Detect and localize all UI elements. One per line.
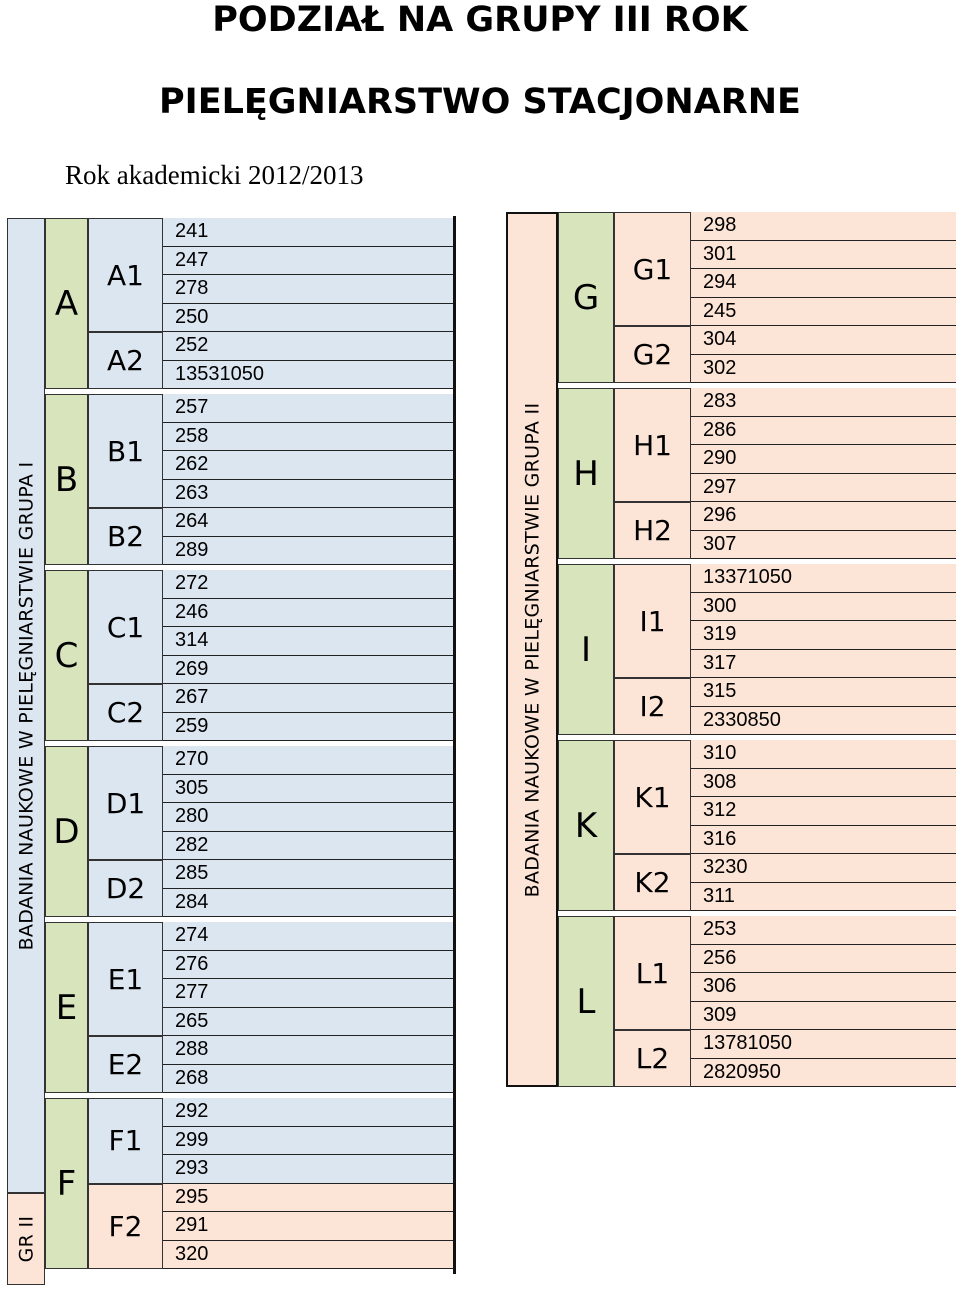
subgroup-label: C1	[88, 570, 163, 684]
value-cell: 314	[163, 627, 455, 656]
value-cell: 317	[691, 650, 956, 679]
value-cell: 282	[163, 832, 455, 861]
value-cell: 258	[163, 423, 455, 452]
value-cell: 267	[163, 684, 455, 713]
left-table-border	[453, 216, 456, 1274]
value-cell: 304	[691, 326, 956, 355]
group-letter: H	[558, 388, 614, 559]
value-cell: 241	[163, 218, 455, 247]
value-cell: 286	[691, 417, 956, 446]
value-cell: 256	[691, 945, 956, 974]
value-cell: 316	[691, 826, 956, 855]
value-cell: 284	[163, 889, 455, 918]
page-subtitle: PIELĘGNIARSTWO STACJONARNE	[159, 82, 801, 122]
right-banner	[506, 212, 558, 1087]
group-letter: B	[45, 394, 88, 565]
page-title: PODZIAŁ NA GRUPY III ROK	[212, 0, 748, 40]
value-cell: 299	[163, 1127, 455, 1156]
subgroup-label: K2	[614, 854, 691, 911]
academic-year: Rok akademicki 2012/2013	[65, 160, 364, 190]
value-cell: 297	[691, 474, 956, 503]
value-cell: 276	[163, 951, 455, 980]
value-cell: 290	[691, 445, 956, 474]
value-cell: 296	[691, 502, 956, 531]
subgroup-label: H1	[614, 388, 691, 502]
left-banner-text: BADANIA NAUKOWE W PIELĘGNIARSTWIE GRUPA I	[15, 461, 37, 950]
value-cell: 2820950	[691, 1059, 956, 1088]
subgroup-label: I2	[614, 678, 691, 735]
value-cell: 2330850	[691, 707, 956, 736]
value-cell: 269	[163, 656, 455, 685]
left-banner-group2	[7, 1193, 45, 1285]
subgroup-label: A2	[88, 332, 163, 389]
group-letter: F	[45, 1098, 88, 1269]
value-cell: 289	[163, 537, 455, 566]
group-letter: D	[45, 746, 88, 917]
subgroup-label: G1	[614, 212, 691, 326]
value-cell: 13531050	[163, 361, 455, 390]
subgroup-label: L2	[614, 1030, 691, 1087]
value-cell: 319	[691, 621, 956, 650]
value-cell: 307	[691, 531, 956, 560]
value-cell: 246	[163, 599, 455, 628]
value-cell: 264	[163, 508, 455, 537]
subgroup-label: D1	[88, 746, 163, 860]
value-cell: 309	[691, 1002, 956, 1031]
value-cell: 301	[691, 241, 956, 270]
value-cell: 305	[163, 775, 455, 804]
value-cell: 280	[163, 803, 455, 832]
value-cell: 13371050	[691, 564, 956, 593]
value-cell: 257	[163, 394, 455, 423]
value-cell: 291	[163, 1212, 455, 1241]
value-cell: 13781050	[691, 1030, 956, 1059]
subgroup-label: K1	[614, 740, 691, 854]
value-cell: 277	[163, 979, 455, 1008]
subgroup-label: C2	[88, 684, 163, 741]
value-cell: 306	[691, 973, 956, 1002]
value-cell: 263	[163, 480, 455, 509]
subgroup-label: A1	[88, 218, 163, 332]
value-cell: 3230	[691, 854, 956, 883]
value-cell: 253	[691, 916, 956, 945]
value-cell: 293	[163, 1155, 455, 1184]
value-cell: 310	[691, 740, 956, 769]
value-cell: 265	[163, 1008, 455, 1037]
value-cell: 247	[163, 247, 455, 276]
group-letter: E	[45, 922, 88, 1093]
group-letter: K	[558, 740, 614, 911]
value-cell: 262	[163, 451, 455, 480]
value-cell: 285	[163, 860, 455, 889]
subgroup-label: G2	[614, 326, 691, 383]
subgroup-label: B1	[88, 394, 163, 508]
value-cell: 315	[691, 678, 956, 707]
value-cell: 311	[691, 883, 956, 912]
subgroup-label: B2	[88, 508, 163, 565]
group-letter: A	[45, 218, 88, 389]
value-cell: 283	[691, 388, 956, 417]
right-banner-text: BADANIA NAUKOWE W PIELĘGNIARSTWIE GRUPA II	[521, 402, 543, 897]
value-cell: 252	[163, 332, 455, 361]
value-cell: 300	[691, 593, 956, 622]
subgroup-label: E1	[88, 922, 163, 1036]
subgroup-label: I1	[614, 564, 691, 678]
value-cell: 245	[691, 298, 956, 327]
value-cell: 298	[691, 212, 956, 241]
subgroup-label: D2	[88, 860, 163, 917]
value-cell: 308	[691, 769, 956, 798]
value-cell: 292	[163, 1098, 455, 1127]
value-cell: 320	[163, 1241, 455, 1270]
value-cell: 278	[163, 275, 455, 304]
value-cell: 302	[691, 355, 956, 384]
subgroup-label: L1	[614, 916, 691, 1030]
group-letter: I	[558, 564, 614, 735]
group-letter: L	[558, 916, 614, 1087]
left-banner2-text: GR II	[15, 1215, 38, 1263]
left-banner-group1	[7, 218, 45, 1193]
value-cell: 312	[691, 797, 956, 826]
group-letter: G	[558, 212, 614, 383]
subgroup-label: F1	[88, 1098, 163, 1184]
value-cell: 270	[163, 746, 455, 775]
value-cell: 288	[163, 1036, 455, 1065]
subgroup-label: E2	[88, 1036, 163, 1093]
value-cell: 295	[163, 1184, 455, 1213]
value-cell: 272	[163, 570, 455, 599]
subgroup-label: F2	[88, 1184, 163, 1270]
value-cell: 259	[163, 713, 455, 742]
value-cell: 250	[163, 304, 455, 333]
value-cell: 268	[163, 1065, 455, 1094]
value-cell: 274	[163, 922, 455, 951]
subgroup-label: H2	[614, 502, 691, 559]
value-cell: 294	[691, 269, 956, 298]
group-letter: C	[45, 570, 88, 741]
